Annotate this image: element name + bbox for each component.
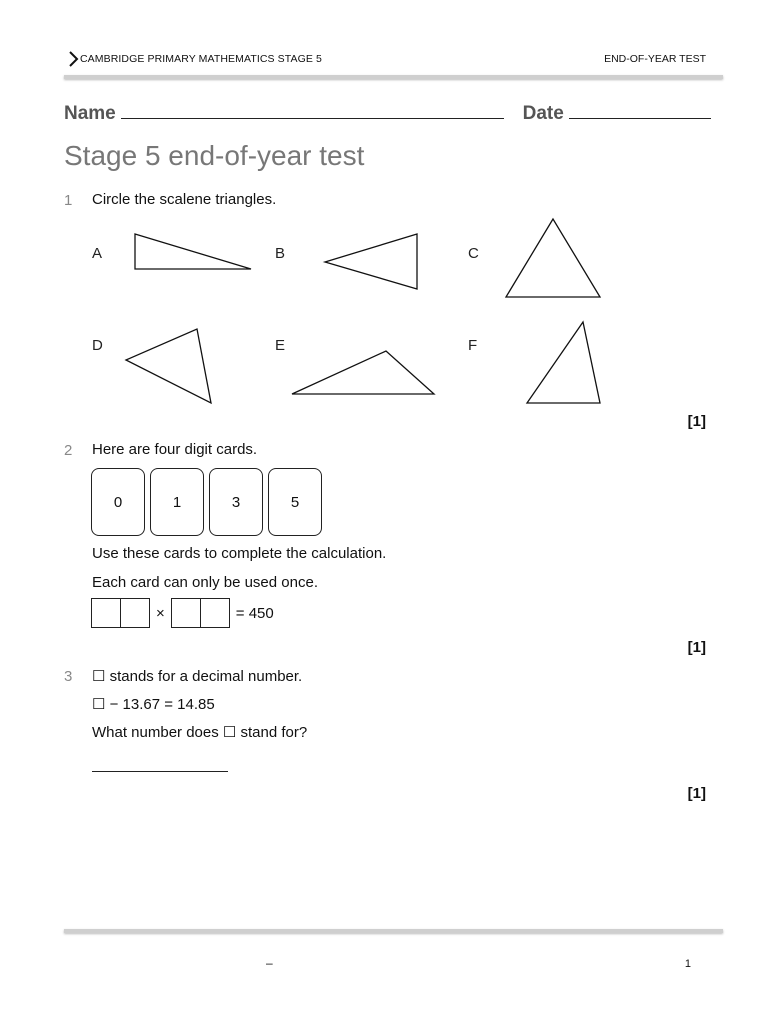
- digit-card[interactable]: 0: [91, 468, 145, 536]
- footer-divider: [64, 929, 723, 933]
- calculation: [91, 598, 280, 628]
- page-number: 1: [684, 958, 691, 970]
- triangle-label-f: F: [468, 337, 478, 354]
- question-text: Here are four digit cards.: [92, 441, 258, 458]
- footer-dash: –: [266, 956, 273, 970]
- answer-boxes-left: [91, 598, 150, 628]
- triangle-label-c: C: [468, 245, 479, 262]
- question-number: 2: [64, 442, 73, 459]
- date-label: Date: [522, 103, 564, 124]
- page-title: Stage 5 end-of-year test: [64, 140, 365, 171]
- question-prompt: What number does ☐ stand for?: [92, 724, 308, 741]
- digit-cards: [91, 468, 322, 536]
- triangles-figure: [0, 0, 768, 420]
- digit-card[interactable]: 5: [268, 468, 322, 536]
- triangle-e[interactable]: [292, 351, 434, 394]
- triangle-label-a: A: [92, 245, 103, 262]
- answer-box[interactable]: [200, 599, 229, 627]
- result-text: = 450: [235, 604, 274, 622]
- marks-q2: [1]: [687, 639, 706, 656]
- answer-box[interactable]: [120, 599, 149, 627]
- triangle-label-e: E: [275, 337, 286, 354]
- question-text: Circle the scalene triangles.: [92, 191, 277, 208]
- header-title: CAMBRIDGE PRIMARY MATHEMATICS STAGE 5: [80, 53, 322, 65]
- marks-q3: [1]: [687, 785, 706, 802]
- question-number: 1: [64, 192, 73, 209]
- triangle-a[interactable]: [135, 234, 251, 269]
- answer-box[interactable]: [92, 599, 120, 627]
- triangle-c[interactable]: [506, 219, 600, 297]
- equation-text: ☐ − 13.67 = 14.85: [92, 696, 215, 713]
- triangle-f[interactable]: [527, 322, 600, 403]
- instruction-text: Each card can only be used once.: [92, 574, 318, 591]
- question-number: 3: [64, 668, 73, 685]
- answer-line[interactable]: [92, 771, 228, 772]
- multiply-sign: ×: [156, 604, 165, 622]
- answer-boxes-right: [171, 598, 230, 628]
- answer-box[interactable]: [172, 599, 200, 627]
- name-label: Name: [64, 103, 116, 124]
- triangle-label-b: B: [275, 245, 286, 262]
- instruction-text: Use these cards to complete the calculation.: [92, 545, 387, 562]
- digit-card[interactable]: 3: [209, 468, 263, 536]
- triangle-d[interactable]: [126, 329, 211, 403]
- marks-q1: [1]: [687, 413, 706, 430]
- digit-card[interactable]: 1: [150, 468, 204, 536]
- header-test-name: END-OF-YEAR TEST: [604, 53, 706, 65]
- triangle-b[interactable]: [325, 234, 417, 289]
- question-text: ☐ stands for a decimal number.: [92, 668, 303, 685]
- triangle-label-d: D: [92, 337, 103, 354]
